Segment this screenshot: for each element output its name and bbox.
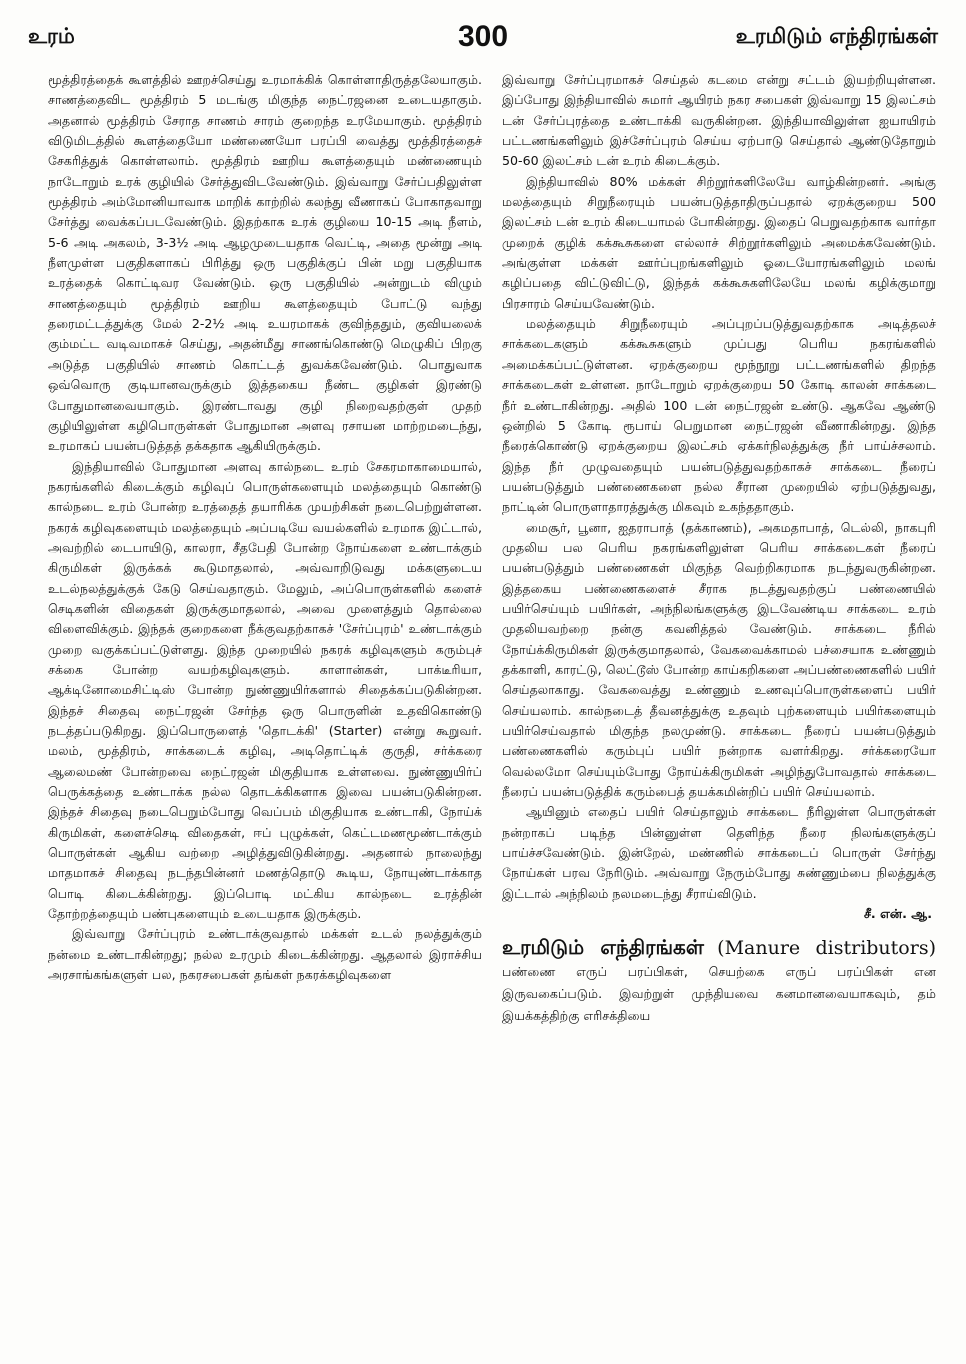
left-column	[48, 70, 482, 1350]
page-header	[28, 20, 938, 60]
header-section-title: உரம்	[28, 24, 75, 48]
body-paragraph: இந்தியாவில் 80% மக்கள் சிற்றூர்களிலேயே வாழ்கின்றனர். அங்கு மலத்தையும் சிறுநீரையும் பயன்படுத்தாதிருப்பதால் ஏறக்குறைய 500 இலட்சம் டன் உரம் கிடையாமல் போகின்றது. இதைப் பெறுவதற்காக வார்தா முறைக் குழிக் கக்கூசுகளை எல்லாச் சிற்றூர்களிலும் அமைக்கவேண்டும். அங்குள்ள மக்கள் ஊர்ப்புறங்களிலும் ஓடையோரங்களிலும் மலங் கழிப்பதை விட்டுவிட்டு, இந்தக் கக்கூசுகளிலேயே மலங் கழிக்குமாறு பிரசாரம் செய்யவேண்டும்.	[502, 173, 936, 311]
body-paragraph: இவ்வாறு சேர்ப்புரம் உண்டாக்குவதால் மக்கள் உடல் நலத்துக்கும் நன்மை உண்டாகின்றது; நல்ல உரமும் கிடைக்கின்றது. ஆதலால் இராச்சிய அரசாங்கங்களுள் பல, நகரசபைகள் தங்கள் நகரக்கழிவுகளை	[48, 926, 482, 983]
author-signature: சீ. என். ஆ.	[863, 906, 932, 922]
body-paragraph: மலத்தையும் சிறுநீரையும் அப்புறப்படுத்துவதற்காக அடித்தலச் சாக்கடைகளும் கக்கூசுகளும் முப்பது பெரிய நகரங்களில் அமைக்கப்பட்டுள்ளன. ஏறக்குறைய மூந்நூறு பட்டணங்களில் திறந்த சாக்கடைகள் உள்ளன. நாடோறும் ஏறக்குறைய 50 கோடி காலன் சாக்கடை நீர் உண்டாகின்றது. அதில் 100 டன் நைட்ரஜன் உண்டு. ஆகவே ஆண்டு ஒன்றில் 5 கோடி ரூபாய் பெறுமான நைட்ரஜன் வீணாகின்றது. இந்த நீரைக்கொண்டு ஏறக்குறைய இலட்சம் ஏக்கர்நிலத்துக்கு நீர் பாய்ச்சலாம். இந்த நீர் முழுவதையும் பயன்படுத்துவதற்காகச் சாக்கடை நீரைப் பயன்படுத்தும் பண்ணைகளை நல்ல சீரான முறையில் ஏற்படுத்துவது, நாட்டின் பொருளாதாரத்துக்கு மிகவும் உகந்ததாகும்.	[502, 316, 936, 515]
right-column	[502, 70, 936, 1350]
header-running-title: உரமிடும் எந்திரங்கள்	[735, 24, 938, 48]
body-paragraph: மைசூர், பூனா, ஐதராபாத் (தக்காணம்), அகமதாபாத், டெல்லி, நாகபுரி முதலிய பல பெரிய நகரங்களிலுள்ள பெரிய சாக்கடைகள் நீரைப் பயன்படுத்தும் பண்ணைகள் மிகுந்த வெற்றிகரமாக நடந்துவருகின்றன. இத்தகைய பண்ணைகளைச் சீராக நடத்துவதற்குப் பண்ணையில் பயிர்செய்யும் பயிர்கள், அந்நிலங்களுக்கு இடவேண்டிய சாக்கடை உரம் முதலியவற்றை நன்கு கவனித்தல் வேண்டும். சாக்கடை நீரில் நோய்க்கிருமிகள் இருக்குமாதலால், வேகவைக்காமல் பச்சையாக உண்ணும் தக்காளி, காரட்டு, லெட்டூஸ் போன்ற காய்கறிகளை அப்பண்ணைகளில் பயிர் செய்தலாகாது. வேகவைத்து உண்ணும் உணவுப்பொருள்களைப் பயிர் செய்யலாம். கால்நடைத் தீவனத்துக்கு உதவும் புற்களையும் பயிர்களையும் பயிர்செய்வதால் மிகுந்த நலமுண்டு. சாக்கடை நீரைப் பயன்படுத்தும் பண்ணைகளில் கரும்புப் பயிர் நன்றாக வளர்கிறது. சர்க்கரையோ வெல்லமோ செய்யும்போது நோய்க்கிருமிகள் அழிந்துபோவதால் சாக்கடை நீரைப் பயன்படுத்திக் கரும்பைத் தயக்கமின்றிப் பயிர் செய்யலாம்.	[502, 519, 936, 800]
body-paragraph: இவ்வாறு சேர்ப்புரமாகச் செய்தல் கடமை என்று சட்டம் இயற்றியுள்ளன. இப்போது இந்தியாவில் சுமார் ஆயிரம் நகர சபைகள் இவ்வாறு 15 இலட்சம் டன் சேர்ப்புரத்தை உண்டாக்கி வருகின்றன. இந்தியாவிலுள்ள ஐயாயிரம் பட்டணங்களிலும் இச்சேர்ப்புரம் செய்ய ஏற்பாடு செய்தால் ஆண்டுதோறும் 50-60 இலட்சம் டன் உரம் கிடைக்கும்.	[502, 72, 936, 169]
body-paragraph: மூத்திரத்தைக் கூளத்தில் ஊறச்செய்து உரமாக்கிக் கொள்ளாதிருத்தலேயாகும். சாணத்தைவிட மூத்திரம் 5 மடங்கு மிகுந்த நைட்ரஜனை உடையதாகும். அதனால் மூத்திரம் சேராத சாணம் சாரம் குறைந்த உரமேயாகும். மூத்திரம் விடுமிடத்தில் கூளத்தையோ மண்ணையோ பரப்பி வைத்து மூத்திரத்தைச் சேகரித்துக் கொள்ளலாம். மூத்திரம் ஊறிய கூளத்தையும் மண்ணையும் நாடோறும் உரக் குழியில் சேர்த்துவிடவேண்டும். இவ்வாறு சேர்ப்பதிலுள்ள மூத்திரம் அம்மோனியாவாக மாறிக் காற்றில் கலந்து வீணாகப் போகாதவாறு சேர்த்து வைக்கப்படவேண்டும். இதற்காக உரக் குழியை 10-15 அடி நீளம், 5-6 அடி அகலம், 3-3½ அடி ஆழமுடையதாக வெட்டி, அதை மூன்று அடி நீளமுள்ள பகுதிகளாகப் பிரித்து ஒரு பகுதிக்குப் பின் மறு பகுதியாக உரத்தைக் கொட்டிவர வேண்டும். ஒரு பகுதியில் அன்றுடம் விழும் சாணத்தையும் மூத்திரம் ஊறிய கூளத்தையும் போட்டு வந்து தரைமட்டத்துக்கு மேல் 2-2½ அடி உயரமாகக் குவிந்ததும், குவியலைக் கும்மட்ட வடிவமாகச் செய்து, அதன்மீது சாணங்கொண்டு மெழுகிப் பிறகு அடுத்த பகுதியில் சாணம் கொட்டத் துவக்கவேண்டும். பொதுவாக ஒவ்வொரு குடியானவருக்கும் இத்தகைய நீண்ட குழிகள் இரண்டு போதுமானவையாகும். இரண்டாவது குழி நிறைவதற்குள் முதற் குழியிலுள்ள கழிபொருள்கள் போதுமான அளவு ரசாயன மாற்றமடைந்து, உரமாகப் பயன்படுத்தத் தக்கதாக ஆகியிருக்கும்.	[48, 72, 482, 454]
page-number: 300	[457, 20, 509, 53]
body-paragraph: இந்தியாவில் போதுமான அளவு கால்நடை உரம் சேகரமாகாமையால், நகரங்களில் கிடைக்கும் கழிவுப் பொருள்களையும் மலத்தையும் கொண்டு கால்நடை உரம் போன்ற உரத்தைத் தயாரிக்க முயற்சிகள் நடைபெற்றுள்ளன. நகரக் கழிவுகளையும் மலத்தையும் அப்படியே வயல்களில் உரமாக இட்டால், அவற்றில் டைபாயிடு, காலரா, சீதபேதி போன்ற நோய்களை உண்டாக்கும் கிருமிகள் இருக்கக் கூடுமாதலால், அவ்வாறிடுவது மக்களுடைய உடல்நலத்துக்குக் கேடு செய்வதாகும். மேலும், அப்பொருள்களில் களைச் செடிகளின் விதைகள் இருக்குமாதலால், அவை முளைத்தும் தொல்லை விளைவிக்கும். இந்தக் குறைகளை நீக்குவதற்காகச் 'சேர்ப்புரம்' உண்டாக்கும் முறை வகுக்கப்பட்டுள்ளது. இந்த முறையில் நகரக் கழிவுகளும் கரும்புச் சக்கை போன்ற வயற்கழிவுகளும். காளான்கள், பாக்டீரியா, ஆக்டினோமைசிட்டிஸ் போன்ற நுண்ணுயிர்களால் சிதைக்கப்படுகின்றன. இந்தச் சிதைவு நைட்ரஜன் சேர்ந்த ஒரு பொருளின் உதவிகொண்டு நடத்தப்படுகிறது. இப்பொருளைத் 'தொடக்கி' (Starter) என்று கூறுவர். மலம், மூத்திரம், சாக்கடைக் கழிவு, அடிதொட்டிக் குருதி, சர்க்கரை ஆலைமண் போன்றவை நைட்ரஜன் மிகுதியாக உள்ளவை. நுண்ணுயிர்ப் பெருக்கத்தை உண்டாக்க நல்ல தொடக்கிகளாக இவை பயன்படுகின்றன. இந்தச் சிதைவு நடைபெறும்போது வெப்பம் மிகுதியாக உண்டாகி, நோய்க் கிருமிகள், களைச்செடி விதைகள், ஈப் புழுக்கள், கெட்டமணமூண்டாக்கும் பொருள்கள் ஆகிய வற்றை அழித்துவிடுகின்றது. அதனால் நாலைந்து மாதமாகச் சிதைவு நடந்தபின்னர் மணத்தொடு கூடிய, நோயுண்டாக்காத பொடி கிடைக்கின்றது. இப்பொடி மட்கிய கால்நடை உரத்தின் தோற்றத்தையும் பண்புகளையும் உடையதாக இருக்கும்.	[48, 458, 482, 922]
body-paragraph: ஆயினும் எதைப் பயிர் செய்தாலும் சாக்கடை நீரிலுள்ள பொருள்கள் நன்றாகப் படிந்த பின்னுள்ள தெளிந்த நீரை நிலங்களுக்குப் பாய்ச்சவேண்டும். இன்றேல், மண்ணில் சாக்கடைப் பொருள் சேர்ந்து நோய்கள் பரவ நேரிடும். அவ்வாறு நேரும்போது சுண்ணும்பை நிலத்துக்கு இட்டால் அந்நிலம் நலமடைந்து சீராய்விடும்.	[502, 804, 936, 901]
entry-heading	[502, 936, 936, 1027]
entry-english-title: (Manure distributors)	[717, 937, 936, 960]
entry-title: உரமிடும் எந்திரங்கள்	[502, 935, 704, 960]
entry-body-text: பண்ணை எருப் பரப்பிகள், செயற்கை எருப் பரப்பிகள் என இருவகைப்படும். இவற்றுள் முந்தியவை கனமானவையாகவும், தம் இயக்கத்திற்கு எரிசக்தியை	[502, 964, 936, 1024]
